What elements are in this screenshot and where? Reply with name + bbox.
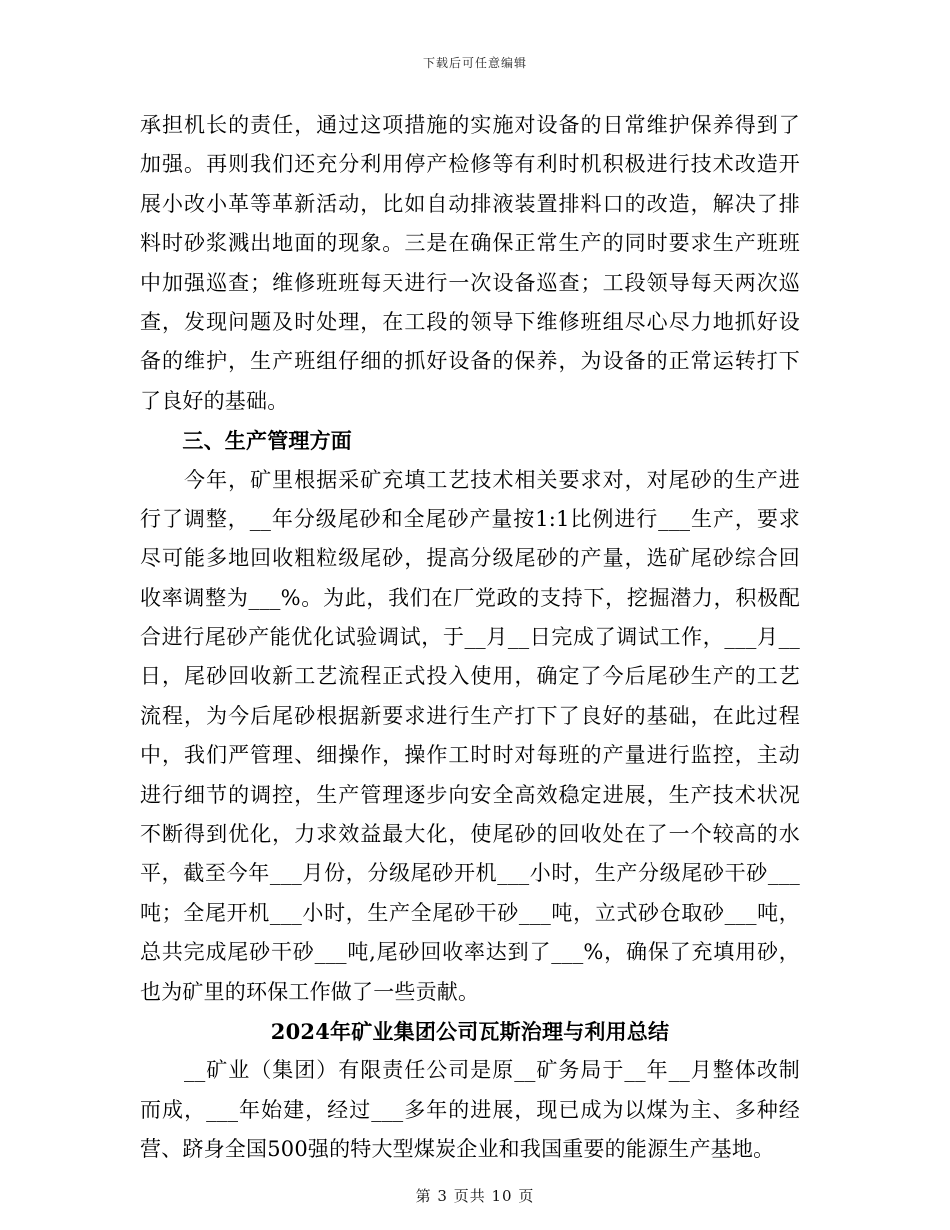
body-line: 行了调整，__年分级尾砂和全尾砂产量按1:1比例进行___生产，要求: [140, 506, 800, 531]
body-line: 不断得到优化，力求效益最大化，使尾砂的回收处在了一个较高的水: [140, 822, 800, 847]
body-line: 合进行尾砂产能优化试验调试，于__月__日完成了调试工作，___月__: [140, 625, 800, 650]
body-line: 尽可能多地回收粗粒级尾砂，提高分级尾砂的产量，选矿尾砂综合回: [140, 546, 800, 571]
body-line: 营、跻身全国500强的特大型煤炭企业和我国重要的能源生产基地。: [140, 1137, 775, 1162]
body-line: 而成，___年始建，经过___多年的进展，现已成为以煤为主、多种经: [140, 1097, 800, 1122]
page-header: 下载后可任意编辑: [422, 56, 527, 70]
section-heading: 三、生产管理方面: [140, 428, 352, 454]
body-line: 中加强巡查；维修班班每天进行一次设备巡查；工段领导每天两次巡: [140, 270, 800, 295]
body-line: 日，尾砂回收新工艺流程正式投入使用，确定了今后尾砂生产的工艺: [140, 664, 800, 689]
body-line: 料时砂浆溅出地面的现象。三是在确保正常生产的同时要求生产班班: [140, 231, 800, 256]
body-line: 加强。再则我们还充分利用停产检修等有利时机积极进行技术改造开: [140, 152, 800, 177]
document-title: 2024年矿业集团公司瓦斯治理与利用总结: [270, 1018, 670, 1044]
body-line: 展小改小革等革新活动，比如自动排液装置排料口的改造，解决了排: [140, 191, 800, 216]
body-line: 总共完成尾砂干砂___吨,尾砂回收率达到了___%，确保了充填用砂，: [140, 940, 800, 965]
body-line: 进行细节的调控，生产管理逐步向安全高效稳定进展，生产技术状况: [140, 782, 800, 807]
body-line: 吨；全尾开机___小时，生产全尾砂干砂___吨，立式砂仓取砂___吨，: [140, 900, 800, 925]
body-line: 今年，矿里根据采矿充填工艺技术相关要求对，对尾砂的生产进: [140, 467, 800, 492]
body-line: 流程，为今后尾砂根据新要求进行生产打下了良好的基础，在此过程: [140, 703, 800, 728]
body-line: 承担机长的责任，通过这项措施的实施对设备的日常维护保养得到了: [140, 113, 800, 137]
body-line: 收率调整为___%。为此，我们在厂党政的支持下，挖掘潜力，积极配: [140, 585, 800, 610]
body-line: 了良好的基础。: [140, 388, 289, 413]
body-line: 查，发现问题及时处理，在工段的领导下维修班组尽心尽力地抓好设: [140, 309, 800, 334]
body-line: 中，我们严管理、细操作，操作工时时对每班的产量进行监控，主动: [140, 743, 800, 768]
body-line: 也为矿里的环保工作做了一些贡献。: [140, 979, 480, 1004]
body-line: 备的维护，生产班组仔细的抓好设备的保养，为设备的正常运转打下: [140, 349, 800, 374]
document-body: [140, 106, 800, 1170]
body-line: 平，截至今年___月份，分级尾砂开机___小时，生产分级尾砂干砂___: [140, 861, 800, 886]
body-line: __矿业（集团）有限责任公司是原__矿务局于__年__月整体改制: [140, 1058, 800, 1083]
page-footer: 第 3 页共 10 页: [415, 1187, 535, 1205]
